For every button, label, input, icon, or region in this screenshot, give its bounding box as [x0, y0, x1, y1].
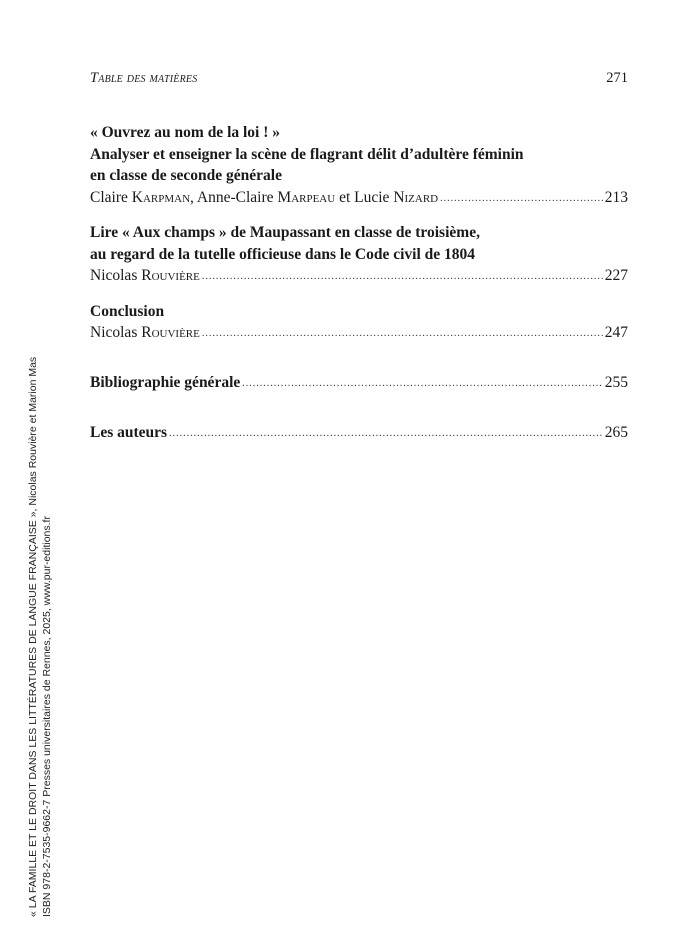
toc-entry-author-line: [90, 265, 628, 289]
side-note-line: « LA FAMILLE ET LE DROIT DANS LES LITTÉRATURES DE LANGUE FRANÇAISE », Nicolas Rouvière et Marion Mas: [27, 356, 39, 917]
toc-entry-page: 265: [604, 424, 628, 441]
dot-leader: [169, 423, 603, 445]
side-copyright-note: [26, 297, 66, 917]
toc-entry-author-line: [90, 187, 628, 211]
toc-entry-page: 255: [604, 373, 628, 391]
toc-entry-author-line: [90, 322, 628, 346]
side-note-line: ISBN 978-2-7535-9662-7 Presses universitaires de Rennes, 2025, www.pur-editions.fr: [41, 516, 53, 917]
toc-entry-page: 227: [604, 267, 628, 284]
toc-entry-page: 247: [604, 324, 628, 341]
dot-leader: [440, 188, 603, 210]
toc-entry-label: Les auteurs: [90, 424, 168, 441]
toc-entry-title: au regard de la tutelle officieuse dans le Code civil de 1804: [90, 245, 476, 263]
toc-entry-authors: Nicolas Rouvière: [90, 267, 200, 284]
toc-entry: [90, 122, 628, 210]
toc-entry: [90, 372, 628, 396]
toc-entry-title: Analyser et enseigner la scène de flagrant délit d’adultère féminin: [90, 145, 524, 163]
toc-entry-page: 213: [604, 188, 628, 206]
toc-entry-title: « Ouvrez au nom de la loi ! »: [90, 124, 281, 141]
toc-entry-line: [90, 372, 628, 396]
running-header-title: Table des matières: [90, 70, 198, 86]
toc-entry: [90, 301, 628, 346]
running-header: [90, 70, 628, 90]
toc-entry: [90, 222, 628, 289]
table-of-contents: [90, 122, 628, 446]
dot-leader: [202, 323, 603, 345]
toc-entry-authors: Claire Karpman, Anne-Claire Marpeau et Lucie Nizard: [90, 188, 439, 206]
dot-leader: [242, 373, 602, 395]
toc-entry-title: Lire « Aux champs » de Maupassant en classe de troisième,: [90, 224, 480, 241]
toc-entry-title: en classe de seconde générale: [90, 167, 282, 184]
toc-entry-label: Bibliographie générale: [90, 373, 241, 391]
toc-entry: [90, 422, 628, 446]
toc-entry-title: Conclusion: [90, 302, 165, 320]
toc-entry-authors: Nicolas Rouvière: [90, 324, 200, 341]
dot-leader: [202, 266, 603, 288]
toc-entry-line: [90, 422, 628, 446]
page-number: 271: [606, 70, 628, 86]
